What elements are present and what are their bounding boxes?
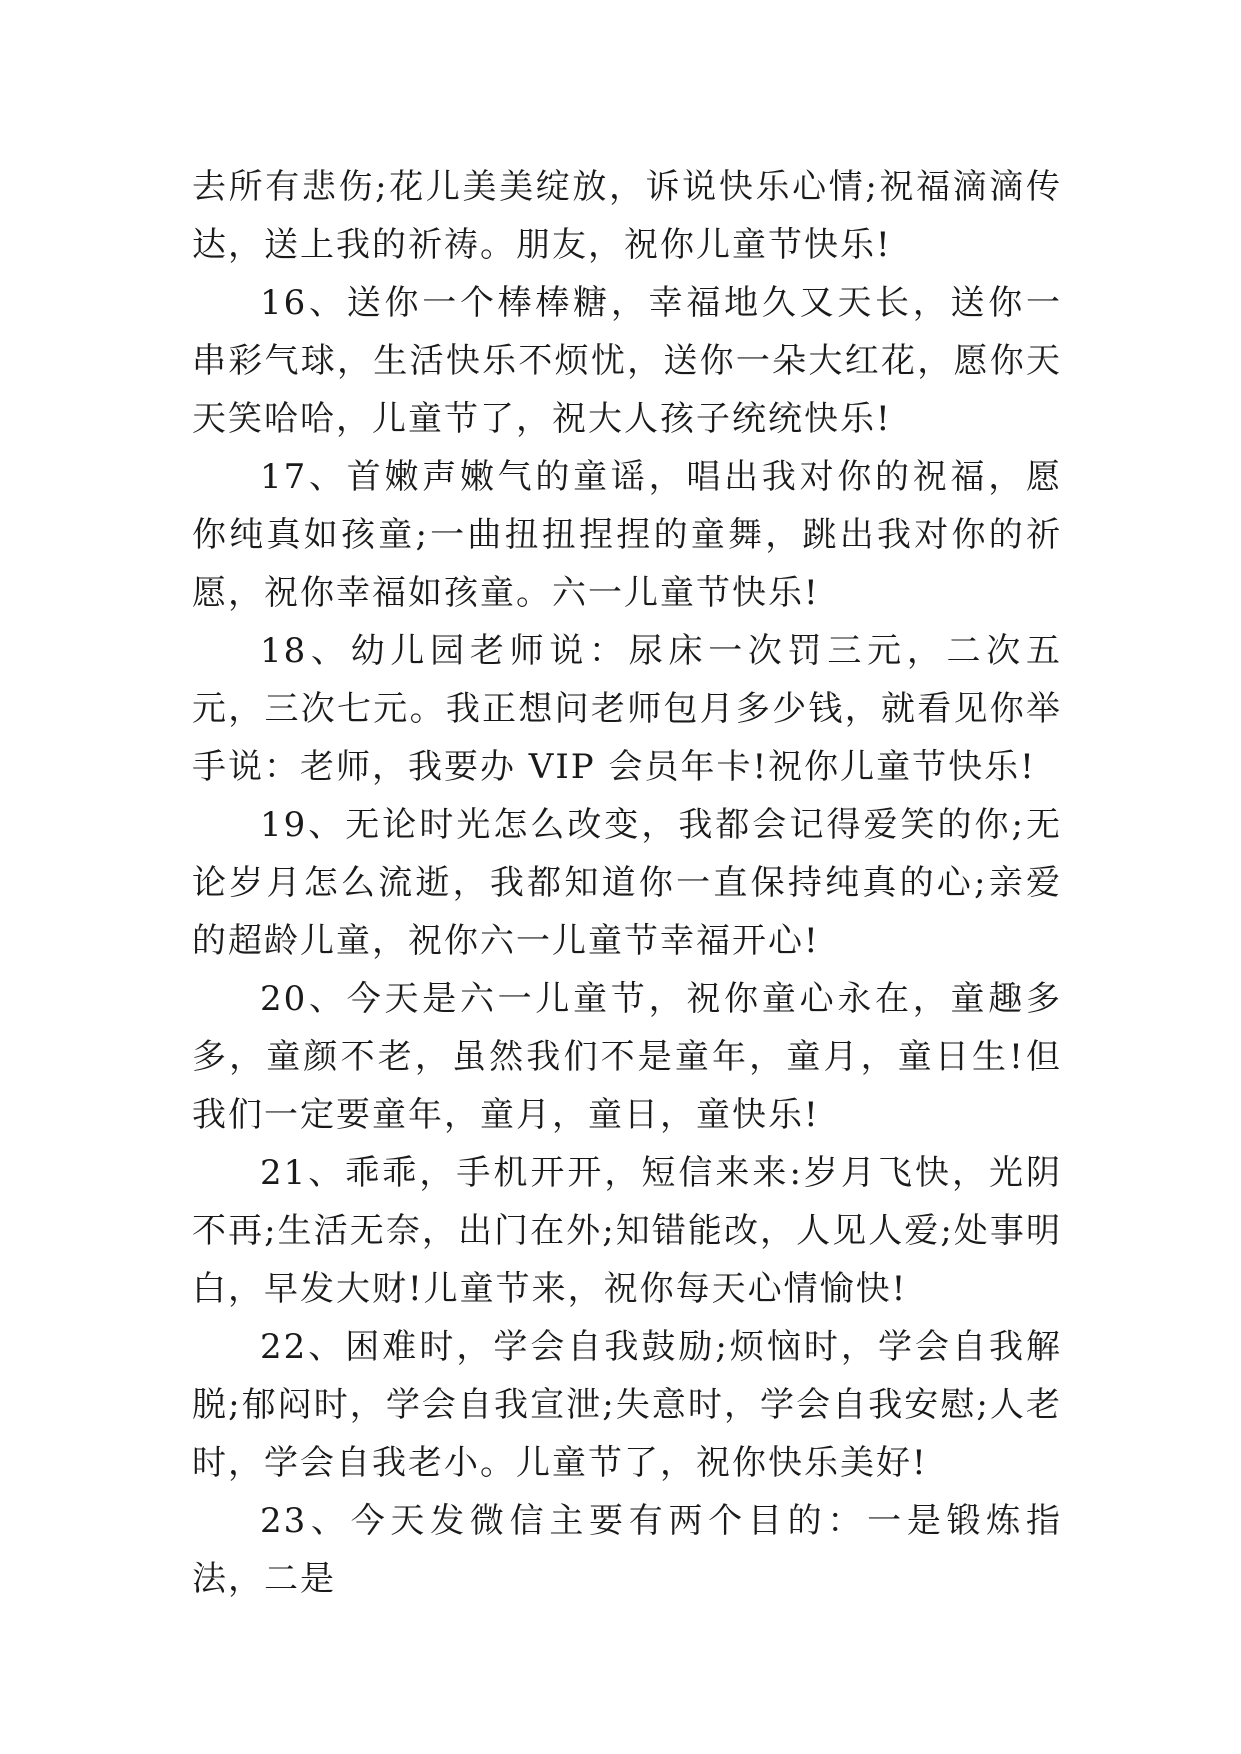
paragraph-20: 20、今天是六一儿童节，祝你童心永在，童趣多多，童颜不老，虽然我们不是童年，童月，童日生!但我们一定要童年，童月，童日，童快乐!	[192, 979, 1062, 1135]
paragraph-continuation: 去所有悲伤;花儿美美绽放，诉说快乐心情;祝福滴滴传达，送上我的祈祷。朋友，祝你儿童节快乐!	[192, 167, 1062, 265]
paragraph-16: 16、送你一个棒棒糖，幸福地久又天长，送你一串彩气球，生活快乐不烦忧，送你一朵大红花，愿你天天笑哈哈，儿童节了，祝大人孩子统统快乐!	[192, 283, 1062, 439]
paragraph-18: 18、幼儿园老师说：尿床一次罚三元，二次五元，三次七元。我正想问老师包月多少钱，就看见你举手说：老师，我要办 VIP 会员年卡!祝你儿童节快乐!	[192, 631, 1062, 787]
document-body	[192, 158, 1062, 1608]
paragraph-19: 19、无论时光怎么改变，我都会记得爱笑的你;无论岁月怎么流逝，我都知道你一直保持纯真的心;亲爱的超龄儿童，祝你六一儿童节幸福开心!	[192, 805, 1062, 961]
paragraph-22: 22、困难时，学会自我鼓励;烦恼时，学会自我解脱;郁闷时，学会自我宣泄;失意时，学会自我安慰;人老时，学会自我老小。儿童节了，祝你快乐美好!	[192, 1327, 1062, 1483]
paragraph-23: 23、今天发微信主要有两个目的：一是锻炼指法，二是	[192, 1501, 1062, 1599]
paragraph-17: 17、首嫩声嫩气的童谣，唱出我对你的祝福，愿你纯真如孩童;一曲扭扭捏捏的童舞，跳出我对你的祈愿，祝你幸福如孩童。六一儿童节快乐!	[192, 457, 1062, 613]
paragraph-21: 21、乖乖，手机开开，短信来来:岁月飞快，光阴不再;生活无奈，出门在外;知错能改，人见人爱;处事明白，早发大财!儿童节来，祝你每天心情愉快!	[192, 1153, 1062, 1309]
